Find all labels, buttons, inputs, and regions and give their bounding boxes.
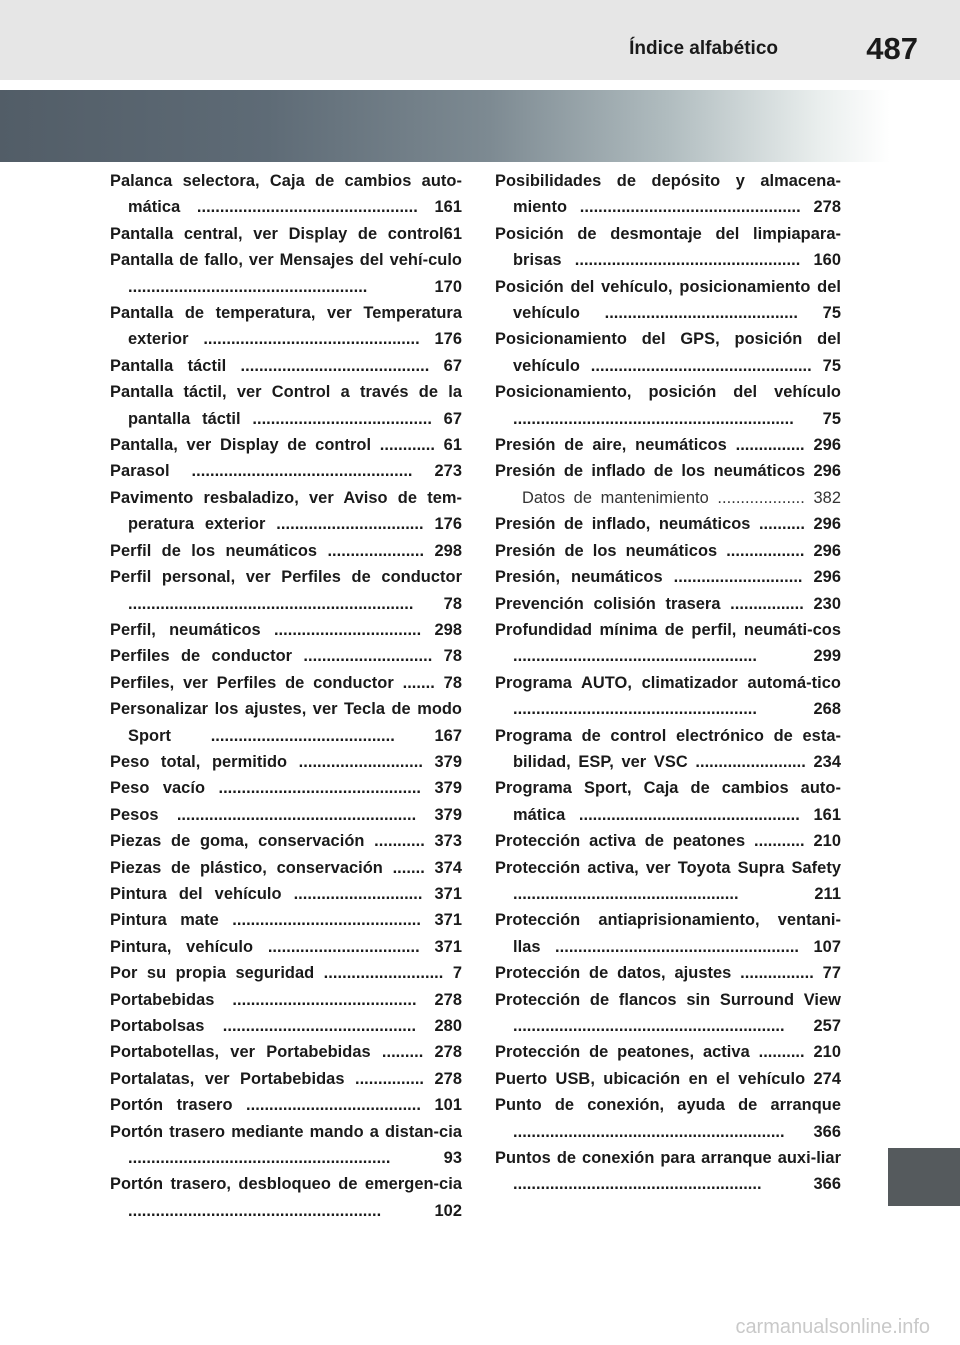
index-entry: Portabotellas, ver Portabebidas ......... 278 bbox=[110, 1043, 462, 1062]
index-entry: Piezas de goma, conservación ........... 373 bbox=[110, 832, 462, 851]
index-entry: Pantalla de fallo, ver Mensajes del vehí-culo .................................................... 170 bbox=[110, 251, 462, 296]
index-entry: Puntos de conexión para arranque auxi-liar ...................................................... 366 bbox=[495, 1149, 841, 1194]
index-entry: Pintura del vehículo ............................ 371 bbox=[110, 884, 462, 903]
index-entry: Protección activa de peatones ........... 210 bbox=[495, 832, 841, 851]
decorative-banner bbox=[0, 90, 890, 162]
index-entry: Posición del vehículo, posicionamiento del vehículo .......................................... 75 bbox=[495, 277, 841, 323]
index-entry: Pantalla de temperatura, ver Temperatura exterior ............................................... 176 bbox=[110, 304, 462, 349]
index-entry: Datos de mantenimiento ................... 382 bbox=[522, 488, 841, 507]
index-entry: Posibilidades de depósito y almacena-miento ................................................ 278 bbox=[495, 172, 841, 217]
index-entry: Palanca selectora, Caja de cambios auto-mática ................................................ 161 bbox=[110, 172, 462, 217]
index-entry: Programa de control electrónico de esta-bilidad, ESP, ver VSC ........................ 234 bbox=[495, 726, 841, 771]
chapter-thumb-tab bbox=[888, 1148, 960, 1206]
index-entry: Perfiles de conductor ............................ 78 bbox=[110, 647, 462, 666]
index-entry: Prevención colisión trasera ................ 230 bbox=[495, 594, 841, 613]
index-entry: Posición de desmontaje del limpiapara-brisas ................................................. 160 bbox=[495, 224, 841, 270]
index-entry: Protección de flancos sin Surround View ........................................................... 257 bbox=[495, 990, 841, 1035]
index-entry: Profundidad mínima de perfil, neumáti-cos ..................................................... 299 bbox=[495, 620, 841, 666]
index-entry: Peso total, permitido ........................... 379 bbox=[110, 752, 462, 771]
index-entry: Protección de datos, ajustes ................ 77 bbox=[495, 964, 841, 983]
index-entry: Posicionamiento, posición del vehículo ............................................................. 75 bbox=[495, 383, 841, 428]
index-entry: Portón trasero mediante mando a distan-cia ......................................................... 93 bbox=[110, 1122, 462, 1168]
index-entry: Presión de los neumáticos ................. 296 bbox=[495, 541, 841, 560]
page-number: 487 bbox=[866, 31, 918, 66]
index-entry: Posicionamiento del GPS, posición del vehículo ................................................ 75 bbox=[495, 330, 841, 375]
index-entry: Personalizar los ajustes, ver Tecla de modo Sport ........................................ 167 bbox=[110, 700, 462, 745]
index-entry: Parasol ................................................ 273 bbox=[110, 462, 462, 481]
index-entry: Presión de aire, neumáticos ............... 296 bbox=[495, 436, 841, 455]
index-entry: Pantalla central, ver Display de control61 bbox=[110, 224, 462, 243]
index-entry: Puerto USB, ubicación en el vehículo 274 bbox=[495, 1069, 841, 1088]
index-column-right bbox=[495, 168, 841, 1198]
section-title: Índice alfabético bbox=[629, 38, 778, 59]
index-entry: Programa AUTO, climatizador automá-tico ..................................................... 268 bbox=[495, 673, 841, 719]
index-entry: Programa Sport, Caja de cambios auto-mática ................................................ 161 bbox=[495, 779, 841, 824]
index-entry: Pantalla táctil, ver Control a través de la pantalla táctil ....................................... 67 bbox=[110, 383, 462, 428]
index-entry: Presión, neumáticos ............................ 296 bbox=[495, 568, 841, 587]
index-column-left bbox=[110, 168, 462, 1224]
index-entry: Pintura mate ......................................... 371 bbox=[110, 911, 462, 930]
index-entry: Pantalla táctil ......................................... 67 bbox=[110, 356, 462, 375]
index-entry: Protección antiaprisionamiento, ventani-llas ..................................................... 107 bbox=[495, 911, 841, 956]
index-entry: Punto de conexión, ayuda de arranque ........................................................... 366 bbox=[495, 1096, 841, 1141]
index-entry: Piezas de plástico, conservación ....... 374 bbox=[110, 858, 462, 877]
index-entry: Peso vacío ............................................ 379 bbox=[110, 779, 462, 798]
index-entry: Portalatas, ver Portabebidas ............... 278 bbox=[110, 1069, 462, 1088]
index-entry: Presión de inflado, neumáticos .......... 296 bbox=[495, 515, 841, 534]
index-entry: Pavimento resbaladizo, ver Aviso de tem-peratura exterior ................................ 176 bbox=[110, 488, 462, 534]
index-entry: Portabolsas .......................................... 280 bbox=[110, 1017, 462, 1035]
index-entry: Portón trasero, desbloqueo de emergen-cia ....................................................... 102 bbox=[110, 1175, 462, 1220]
index-entry: Protección de peatones, activa .......... 210 bbox=[495, 1043, 841, 1062]
index-entry: Perfil, neumáticos ................................ 298 bbox=[110, 620, 462, 639]
index-entry: Portón trasero ...................................... 101 bbox=[110, 1096, 462, 1115]
index-entry: Perfil de los neumáticos ..................... 298 bbox=[110, 541, 462, 560]
index-entry: Perfil personal, ver Perfiles de conductor .............................................................. 78 bbox=[110, 568, 462, 613]
index-entry: Por su propia seguridad .......................... 7 bbox=[110, 964, 462, 983]
index-entry: Pintura, vehículo ................................. 371 bbox=[110, 937, 462, 956]
index-entry: Perfiles, ver Perfiles de conductor ....... 78 bbox=[110, 673, 462, 692]
index-entry: Presión de inflado de los neumáticos 296 bbox=[495, 462, 841, 481]
index-entry: Protección activa, ver Toyota Supra Safety ................................................. 211 bbox=[495, 858, 841, 903]
header-strip bbox=[0, 0, 960, 80]
watermark: carmanualsonline.info bbox=[735, 1316, 930, 1338]
index-entry: Pesos .................................................... 379 bbox=[110, 805, 462, 824]
index-entry: Pantalla, ver Display de control ............ 61 bbox=[110, 436, 462, 455]
index-entry: Portabebidas ........................................ 278 bbox=[110, 990, 462, 1009]
